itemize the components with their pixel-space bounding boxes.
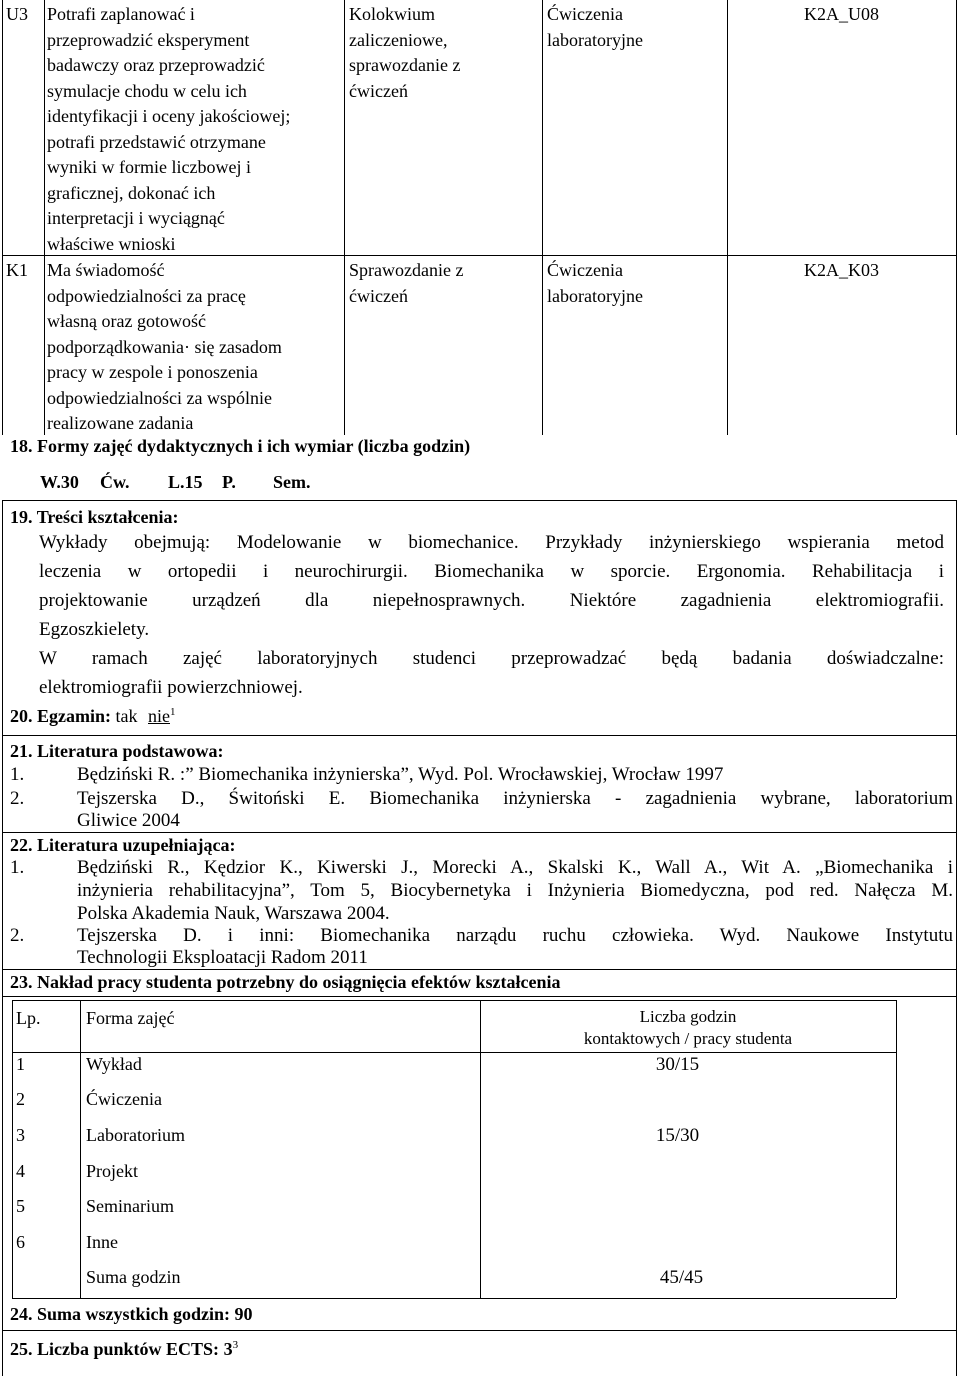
section-19-label: Treści kształcenia: — [36, 507, 179, 527]
row-lp: 2 — [16, 1089, 25, 1109]
ects-value: 3 — [223, 1339, 233, 1359]
table-left-border — [2, 0, 3, 435]
row-hours: 15/30 — [655, 1125, 700, 1146]
workload-table-border — [896, 1000, 897, 1298]
literature-number: 2. — [10, 925, 25, 946]
section-19-title — [10, 506, 179, 528]
sum-label: Suma godzin — [86, 1267, 181, 1287]
section-25 — [10, 1338, 238, 1360]
section-divider — [2, 832, 956, 833]
row-form: Wykład — [86, 1054, 142, 1074]
literature-entry: Tejszerska D., Świtoński E. Biomechanika inżynierska - zagadnienia wybrane, laboratorium — [77, 788, 953, 809]
sum-value: 45/45 — [659, 1267, 704, 1288]
section-19-number: 19. — [10, 507, 33, 527]
section-divider — [2, 996, 956, 997]
header-form: Forma zajęć — [86, 1008, 175, 1028]
verification-method: Kolokwium zaliczeniowe, sprawozdanie z ćwiczeń — [349, 4, 461, 101]
section-20 — [10, 704, 176, 728]
section-24-title: 24. Suma wszystkich godzin: 90 — [10, 1304, 253, 1324]
row-lp: 6 — [16, 1232, 25, 1252]
literature-entry-cont: inżynieria rehabilitacyjna”, Tom 5, Biocybernetyka i Inżynieria Biomedyczna, pod red. Nałęcza M. — [77, 880, 953, 901]
section-right-border — [956, 500, 957, 1376]
row-hours: 30/15 — [655, 1054, 700, 1075]
literature-entry-cont: Gliwice 2004 — [77, 810, 180, 831]
table-col-border — [542, 0, 543, 435]
hours-exercises: Ćw. — [100, 472, 130, 492]
workload-table-border — [12, 1000, 13, 1298]
content-line: projektowanie urządzeń dla niepełnosprawnych. Niektóre zagadnienia elektromiografii. — [39, 590, 944, 611]
class-form: Ćwiczenia laboratoryjne — [547, 4, 643, 50]
content-line: leczenia w ortopedii i neurochirurgii. Biomechanika w sporcie. Ergonomia. Rehabilitacja i — [39, 561, 944, 582]
row-form: Inne — [86, 1232, 118, 1252]
section-20-title: 20. Egzamin: — [10, 706, 111, 726]
effect-description: Ma świadomość odpowiedzialności za pracę własną oraz gotowość podporządkowania· się zasadom pracy w zespole i ponoszenia odpowiedzialności za wspólnie realizowane zadania — [47, 260, 282, 433]
content-line: W ramach zajęć laboratoryjnych studenci przeprowadzać będą badania doświadczalne: — [39, 648, 944, 669]
row-form: Ćwiczenia — [86, 1089, 162, 1109]
section-divider — [2, 735, 956, 736]
exam-yes: tak — [115, 706, 138, 726]
footnote-mark: 3 — [232, 1339, 239, 1351]
hours-seminar: Sem. — [273, 472, 311, 492]
content-line: Egzoszkielety. — [39, 619, 150, 640]
literature-entry-cont: Polska Akademia Nauk, Warszawa 2004. — [77, 903, 390, 924]
section-divider — [2, 1330, 956, 1331]
hours-lecture: W.30 — [40, 472, 79, 492]
literature-entry-cont: Technologii Eksploatacji Radom 2011 — [77, 947, 368, 968]
row-form: Projekt — [86, 1161, 138, 1181]
section-18-title: 18. Formy zajęć dydaktycznych i ich wymiar (liczba godzin) — [10, 436, 471, 456]
effect-description: Potrafi zaplanować i przeprowadzić eksperyment badawczy oraz przeprowadzić symulacje chodu w celu ich identyfikacji i oceny jakościowej; potrafi przedstawić otrzymane wyniki w formie liczbowej i graficznej, dokonać ich interpretacji i wyciągnąć właściwe wnioski — [47, 4, 291, 254]
table-col-border — [727, 0, 728, 435]
section-22-title: 22. Literatura uzupełniająca: — [10, 835, 236, 855]
effect-reference: K2A_U08 — [804, 4, 879, 24]
section-23-title: 23. Nakład pracy studenta potrzebny do osiągnięcia efektów kształcenia — [10, 972, 561, 992]
class-form: Ćwiczenia laboratoryjne — [547, 260, 643, 306]
hours-lab: L.15 — [168, 472, 203, 492]
literature-entry: Będziński R., Kędzior K., Kiwerski J., Morecki A., Skalski K., Wall A., Wit A. „Biomechanika i — [77, 857, 953, 878]
section-21-title: 21. Literatura podstawowa: — [10, 741, 224, 761]
section-divider — [2, 500, 956, 501]
hours-project: P. — [222, 472, 236, 492]
section-left-border — [2, 500, 3, 1376]
row-lp: 1 — [16, 1054, 25, 1074]
effect-code: K1 — [6, 260, 28, 280]
row-form: Laboratorium — [86, 1125, 185, 1145]
literature-number: 1. — [10, 764, 25, 785]
verification-method: Sprawozdanie z ćwiczeń — [349, 260, 464, 306]
literature-number: 2. — [10, 788, 25, 809]
header-lp: Lp. — [16, 1008, 41, 1028]
footnote-mark: 1 — [170, 706, 176, 718]
workload-table-border — [12, 1000, 896, 1001]
literature-entry: Tejszerska D. i inni: Biomechanika narządu ruchu człowieka. Wyd. Naukowe Instytutu — [77, 925, 953, 946]
workload-table-border — [80, 1000, 81, 1298]
header-hours — [480, 1006, 896, 1050]
effect-code: U3 — [6, 4, 28, 24]
literature-entry: Będziński R. :” Biomechanika inżynierska”, Wyd. Pol. Wrocławskiej, Wrocław 1997 — [77, 764, 724, 785]
effect-reference: K2A_K03 — [804, 260, 879, 280]
section-25-title: 25. Liczba punktów ECTS: — [10, 1339, 220, 1359]
row-lp: 5 — [16, 1196, 25, 1216]
section-divider — [2, 969, 956, 970]
header-hours-line1: Liczba godzin — [639, 1007, 737, 1026]
row-form: Seminarium — [86, 1196, 174, 1216]
content-line: Wykłady obejmują: Modelowanie w biomechanice. Przykłady inżynierskiego wspierania metod — [39, 532, 944, 553]
row-lp: 4 — [16, 1161, 25, 1181]
exam-no: nie — [148, 706, 170, 726]
table-right-border — [956, 0, 957, 435]
workload-table-border — [12, 1298, 896, 1299]
table-col-border — [44, 0, 45, 435]
content-line: elektromiografii powierzchniowej. — [39, 677, 303, 698]
literature-number: 1. — [10, 857, 25, 878]
header-hours-line2: kontaktowych / pracy studenta — [583, 1029, 793, 1048]
row-lp: 3 — [16, 1125, 25, 1145]
